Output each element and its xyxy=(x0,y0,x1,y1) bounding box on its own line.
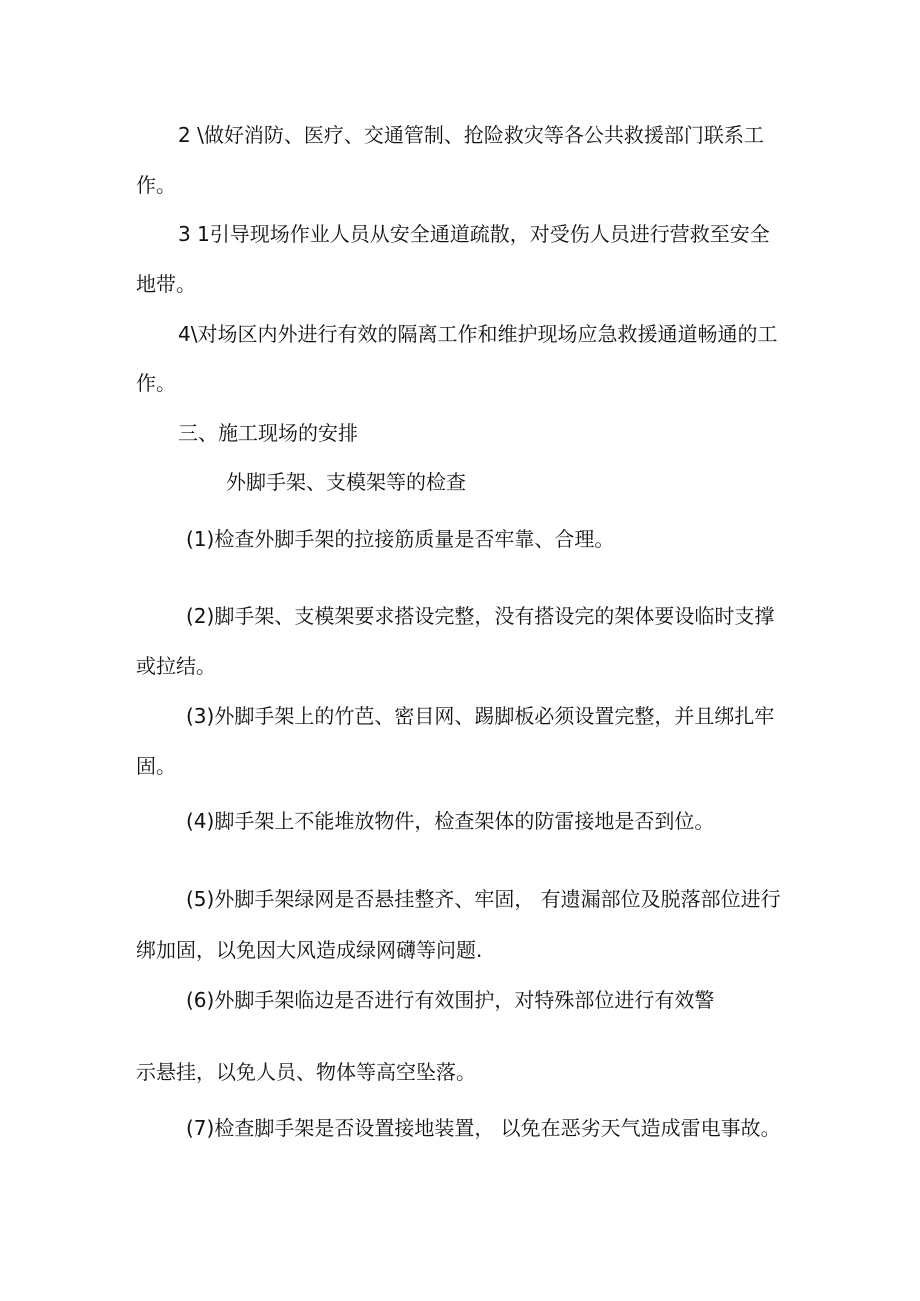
list-item-2-part-2: 或拉结。 xyxy=(136,654,216,678)
text-line-item-4-part-2: 作。 xyxy=(136,371,176,395)
section-heading: 三、施工现场的安排 xyxy=(178,421,358,445)
list-item-7: (7)检查脚手架是否设置接地装置， 以免在恶劣天气造成雷电事故。 xyxy=(186,1116,781,1140)
list-item-3-part-2: 固。 xyxy=(136,754,176,778)
list-item-3-part-1: (3)外脚手架上的竹芭、密目网、踢脚板必须设置完整，并且绑扎牢 xyxy=(186,704,775,728)
list-item-4: (4)脚手架上不能堆放物件，检查架体的防雷接地是否到位。 xyxy=(186,809,715,833)
list-item-6-part-2: 示悬挂，以免人员、物体等高空坠落。 xyxy=(136,1060,476,1084)
text-line-item-3-part-1: 3 1引导现场作业人员从安全通道疏散，对受伤人员进行营救至安全 xyxy=(178,222,770,246)
list-item-2-part-1: (2)脚手架、支模架要求搭设完整，没有搭设完的架体要设临时支撑 xyxy=(186,604,775,628)
text-line-item-2-part-2: 作。 xyxy=(136,173,176,197)
list-item-5-part-2: 绑加固，以免因大风造成绿网礴等问题. xyxy=(136,938,483,962)
text-line-item-3-part-2: 地带。 xyxy=(136,272,196,296)
text-line-item-2-part-1: 2 \做好消防、医疗、交通管制、抢险救灾等各公共救援部门联系工 xyxy=(178,123,764,147)
subsection-heading: 外脚手架、支模架等的检查 xyxy=(226,470,466,494)
text-line-item-4-part-1: 4\对场区内外进行有效的隔离工作和维护现场应急救援通道畅通的工 xyxy=(178,322,778,346)
list-item-1: (1)检查外脚手架的拉接筋质量是否牢靠、合理。 xyxy=(186,527,615,551)
list-item-6-part-1: (6)外脚手架临边是否进行有效围护，对特殊部位进行有效警 xyxy=(186,988,715,1012)
list-item-5-part-1: (5)外脚手架绿网是否悬挂整齐、牢固， 有遗漏部位及脱落部位进行 xyxy=(186,887,781,911)
